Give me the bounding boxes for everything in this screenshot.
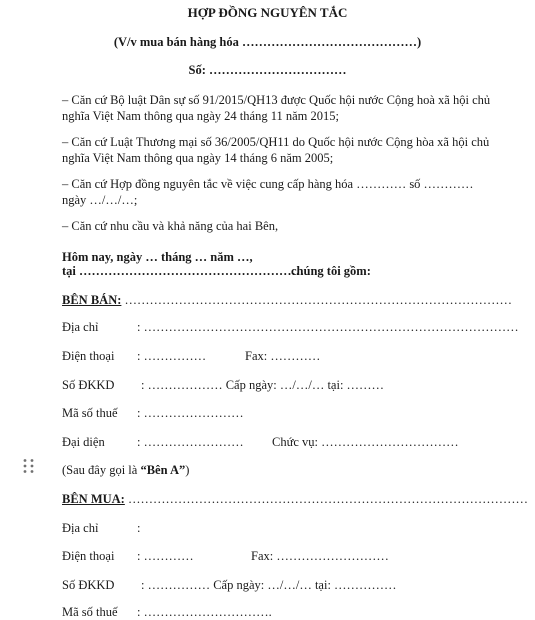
contract-number: Số: …………………………… [188, 63, 347, 77]
drag-handle-icon[interactable] [22, 458, 36, 474]
buyer-fax-field: Fax: ……………………… [251, 549, 389, 563]
seller-position-field: Chức vụ: …………………………… [272, 435, 459, 449]
seller-rep-label: Đại diện [62, 435, 105, 449]
seller-heading: BÊN BÁN: [62, 293, 122, 307]
seller-rep-field: : …………………… [137, 435, 244, 449]
legal-basis-4: – Căn cứ nhu cầu và khả năng của hai Bên, [62, 219, 279, 233]
document-title: HỢP ĐỒNG NGUYÊN TẮC [187, 5, 348, 20]
seller-address-field: : ……………………………………………………………………………… [137, 320, 519, 334]
seller-name-field: ………………………………………………………………………………… [121, 293, 513, 307]
buyer-heading-line [62, 492, 528, 507]
seller-alias-prefix: (Sau đây gọi là [62, 463, 141, 477]
document-subtitle: (V/v mua bán hàng hóa ……………………………………) [113, 35, 422, 49]
seller-alias-name: “Bên A” [140, 463, 186, 477]
seller-address-label: Địa chỉ [62, 320, 99, 334]
buyer-tax-field: : …………………………. [137, 605, 272, 619]
legal-basis-1-line2: nghĩa Việt Nam thông qua ngày 24 tháng 11 năm 2015; [62, 109, 339, 123]
legal-basis-3-line1: – Căn cứ Hợp đồng nguyên tắc về việc cung cấp hàng hóa ………… số ………… [62, 177, 474, 191]
parties-intro: chúng tôi gồm: [291, 264, 371, 278]
legal-basis-2-line1: – Căn cứ Luật Thương mại số 36/2005/QH11 do Quốc hội nước Cộng hòa xã hội chủ [62, 135, 490, 149]
seller-heading-line [62, 293, 512, 308]
seller-phone-label: Điện thoại [62, 349, 115, 363]
buyer-tax-label: Mã số thuế [62, 605, 118, 619]
buyer-reg-label: Số ĐKKD [62, 578, 115, 592]
seller-fax-field: Fax: ………… [245, 349, 321, 363]
buyer-reg-field: : …………… Cấp ngày: …/…/… tại: …………… [141, 578, 397, 592]
seller-reg-label: Số ĐKKD [62, 378, 115, 392]
buyer-phone-field: : ………… [137, 549, 194, 563]
seller-tax-label: Mã số thuế [62, 406, 118, 420]
date-line: Hôm nay, ngày … tháng … năm …, [62, 250, 253, 264]
seller-alias [62, 463, 189, 478]
seller-alias-suffix: ) [185, 463, 190, 477]
seller-tax-field: : …………………… [137, 406, 244, 420]
buyer-address-field: : [137, 521, 141, 535]
buyer-name-field: …………………………………………………………………………………… [124, 492, 528, 506]
legal-basis-1-line1: – Căn cứ Bộ luật Dân sự số 91/2015/QH13 được Quốc hội nước Cộng hoà xã hội chủ [62, 93, 491, 107]
seller-reg-field: : ……………… Cấp ngày: …/…/… tại: ……… [141, 378, 385, 392]
place-line: tại ……………………………………………… [62, 264, 305, 278]
legal-basis-2-line2: nghĩa Việt Nam thông qua ngày 14 tháng 6 năm 2005; [62, 151, 334, 165]
legal-basis-3-line2: ngày …/…/…; [62, 193, 138, 207]
buyer-heading: BÊN MUA: [62, 492, 125, 506]
buyer-address-label: Địa chỉ [62, 521, 99, 535]
buyer-phone-label: Điện thoại [62, 549, 115, 563]
seller-phone-field: : …………… [137, 349, 207, 363]
